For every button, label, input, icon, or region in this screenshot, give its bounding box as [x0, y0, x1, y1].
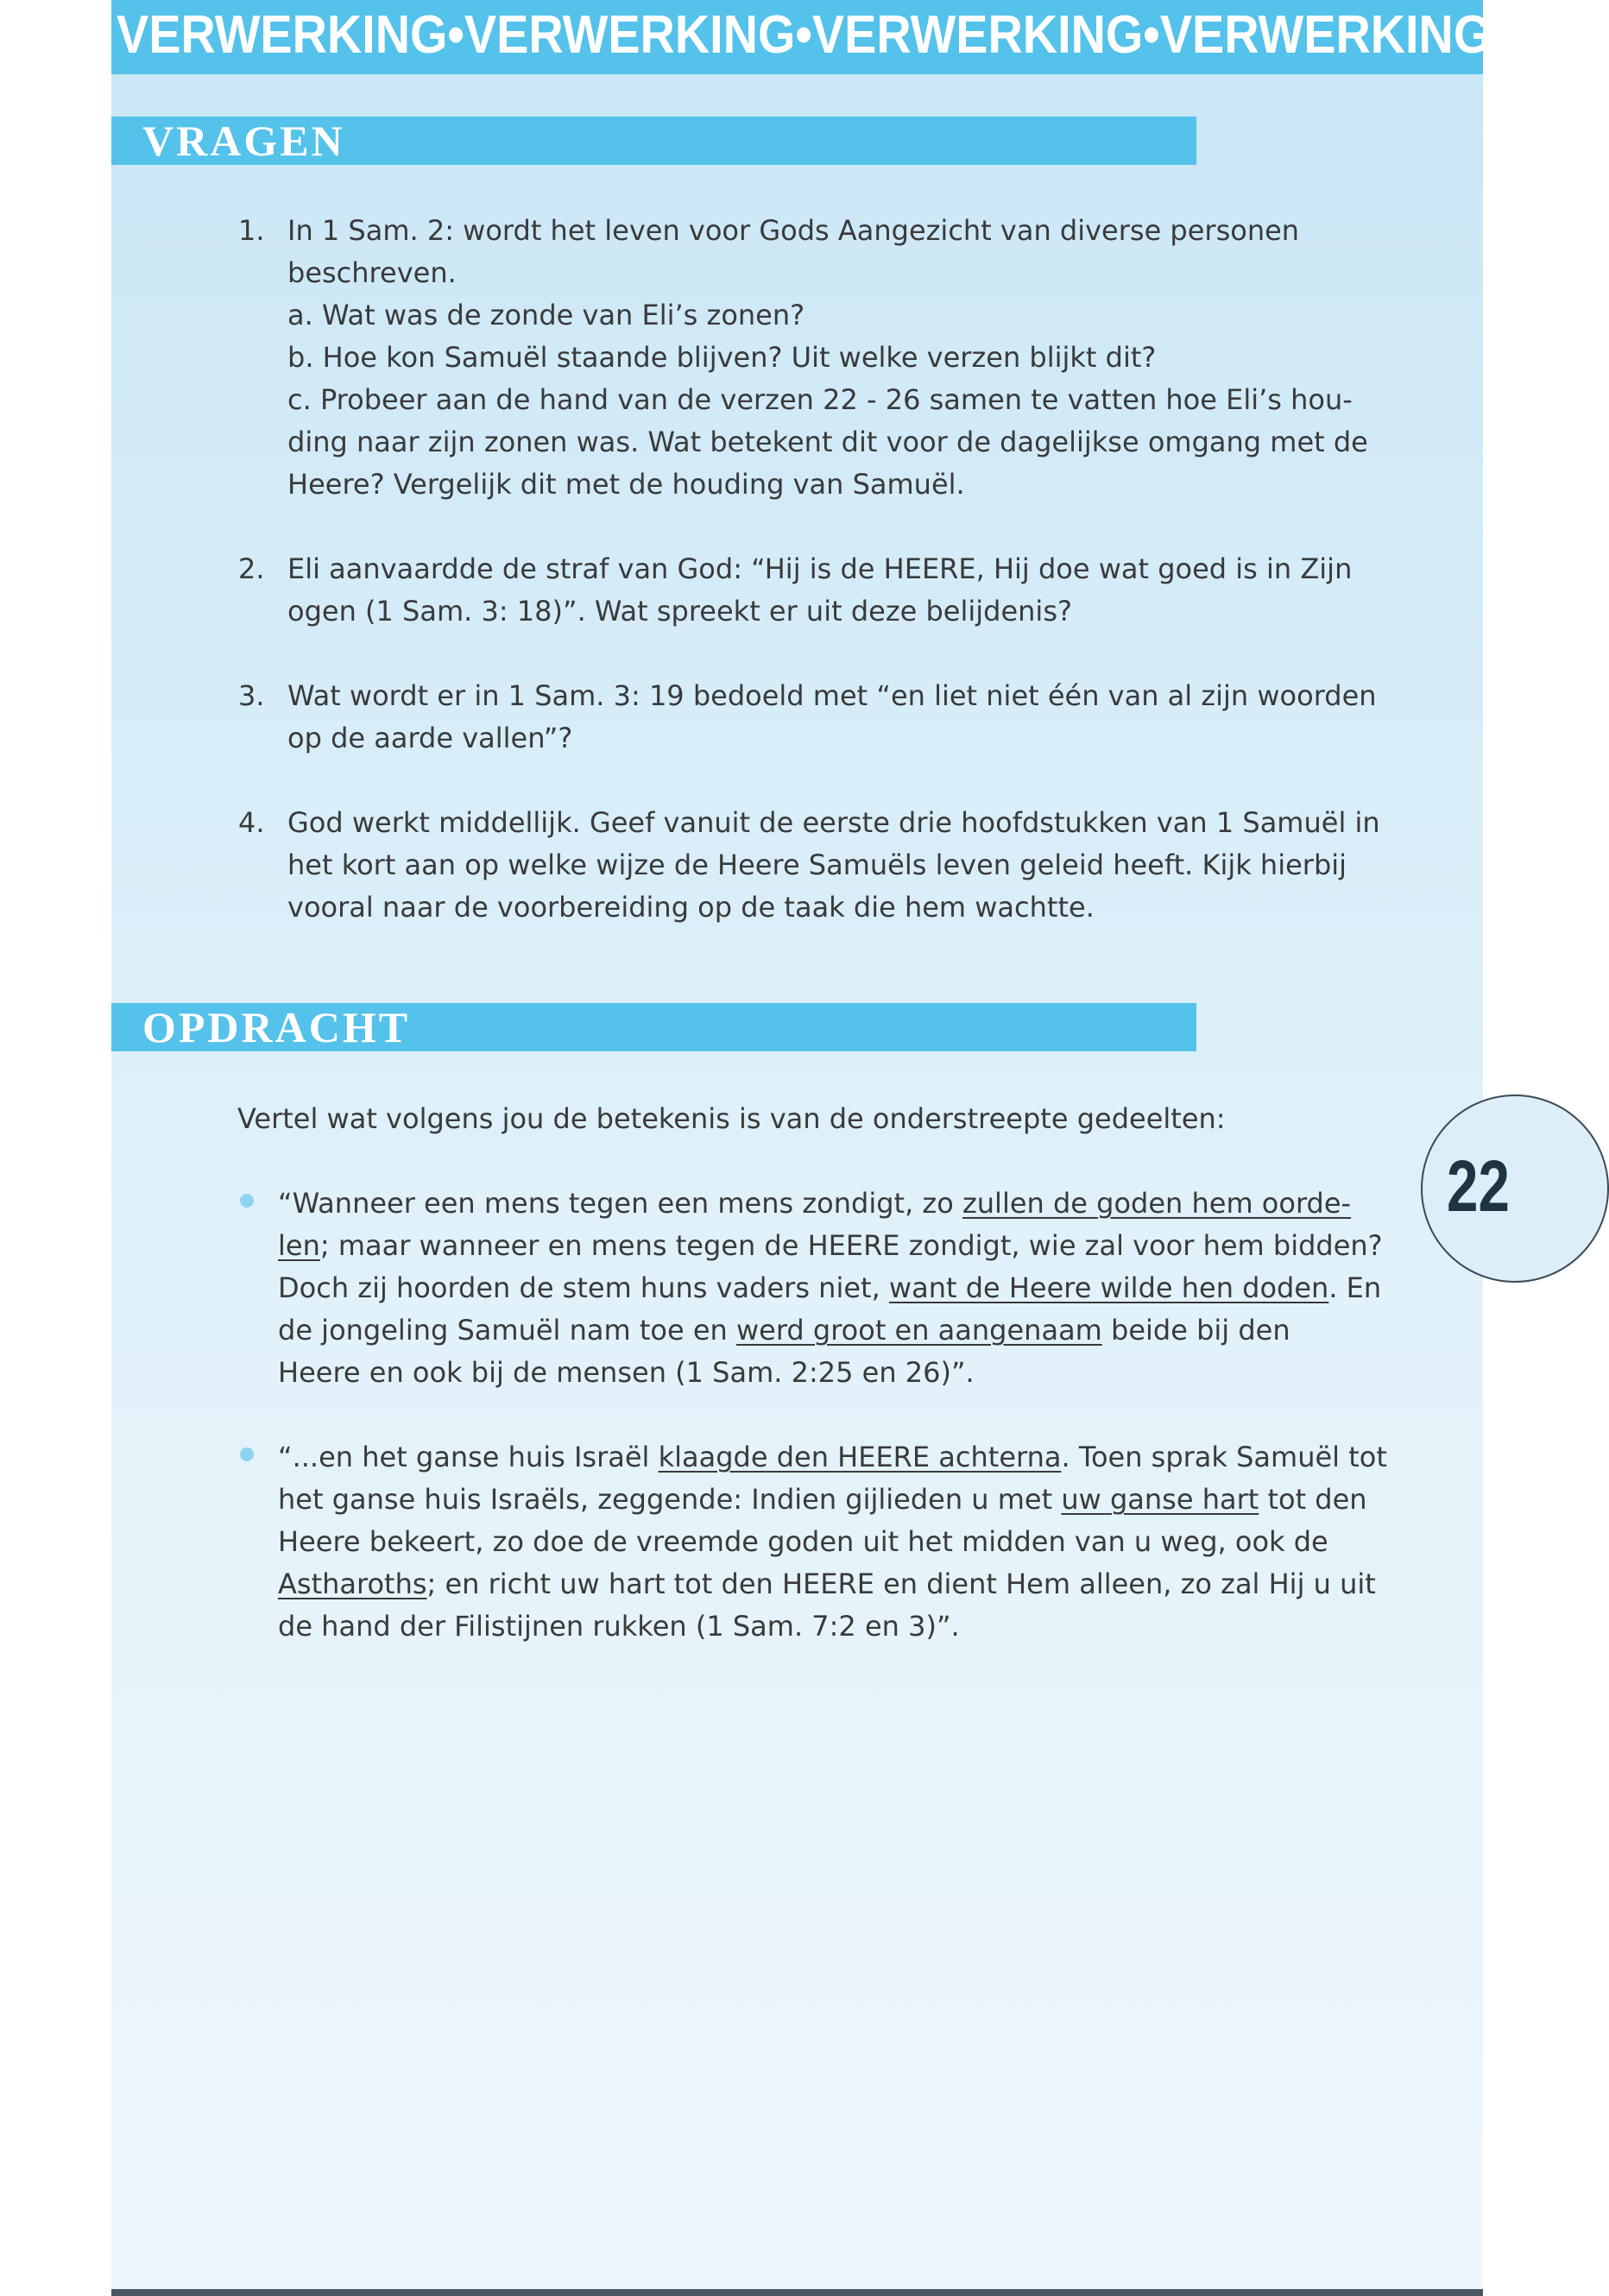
question-line: c. Probeer aan de hand van de verzen 22 - 26 samen te vatten hoe Eli’s hou- — [287, 383, 1353, 416]
quote-line — [278, 1479, 1499, 1521]
page-bottom-edge — [111, 2289, 1483, 2296]
underlined-passage: zullen de goden hem oorde- — [962, 1187, 1352, 1220]
quote-text: Doch zij hoorden de stem huns vaders niet, — [278, 1271, 889, 1304]
page-number-tab — [1421, 1094, 1609, 1283]
section-header-opdracht — [111, 1003, 1196, 1051]
question-line: op de aarde vallen”? — [287, 722, 573, 754]
question-line: a. Wat was de zonde van Eli’s zonen? — [287, 299, 805, 331]
section-title-opdracht: OPDRACHT — [142, 1003, 411, 1051]
question-item — [238, 210, 1490, 506]
underlined-passage: want de Heere wilde hen doden — [888, 1271, 1329, 1304]
header-banner — [111, 0, 1492, 74]
quote-line — [278, 1563, 1499, 1605]
underlined-passage: uw ganse hart — [1061, 1483, 1259, 1516]
quote-text: tot den — [1259, 1483, 1367, 1516]
quote-item — [238, 1183, 1499, 1394]
quote-line — [278, 1436, 1499, 1479]
question-line: Eli aanvaardde de straf van God: “Hij is de HEERE, Hij doe wat goed is in Zijn — [287, 552, 1353, 585]
section-header-vragen — [111, 117, 1196, 165]
question-line: Heere? Vergelijk dit met de houding van Samuël. — [287, 468, 965, 501]
quote-list — [238, 1183, 1499, 1690]
quote-text: . Toen sprak Samuël tot — [1061, 1441, 1387, 1473]
quote-line: Heere en ook bij de mensen (1 Sam. 2:25 en 26)”. — [278, 1356, 975, 1389]
question-line: het kort aan op welke wijze de Heere Samuëls leven geleid heeft. Kijk hierbij — [287, 848, 1347, 881]
quote-text: “Wanneer een mens tegen een mens zondigt, zo — [278, 1187, 962, 1220]
question-item — [238, 675, 1490, 760]
underlined-passage: werd groot en aangenaam — [735, 1314, 1102, 1347]
quote-line — [278, 1225, 1499, 1267]
quote-line: Heere bekeert, zo doe de vreemde goden uit het midden van u weg, ook de — [278, 1525, 1328, 1558]
quote-text: beide bij den — [1101, 1314, 1290, 1347]
assignment-intro: Vertel wat volgens jou de betekenis is van de onderstreepte gedeelten: — [237, 1102, 1226, 1135]
quote-line — [278, 1267, 1499, 1309]
quote-line — [278, 1309, 1499, 1352]
question-line: b. Hoe kon Samuël staande blijven? Uit welke verzen blijkt dit? — [287, 341, 1157, 374]
question-line: vooral naar de voorbereiding op de taak die hem wachtte. — [287, 891, 1095, 924]
quote-text: “...en het ganse huis Israël — [278, 1441, 659, 1473]
bullet-dot — [240, 1194, 254, 1208]
section-title-vragen: VRAGEN — [142, 117, 345, 165]
quote-line: de hand der Filistijnen rukken (1 Sam. 7:2 en 3)”. — [278, 1610, 960, 1643]
quote-text: . En — [1328, 1271, 1382, 1304]
question-item — [238, 802, 1490, 929]
quote-line — [278, 1183, 1499, 1225]
underlined-passage: Astharoths — [278, 1567, 427, 1600]
question-line: In 1 Sam. 2: wordt het leven voor Gods Aangezicht van diverse personen — [287, 214, 1300, 247]
quote-text: ; maar wanneer en mens tegen de HEERE zondigt, wie zal voor hem bidden? — [319, 1229, 1383, 1262]
quote-text: de jongeling Samuël nam toe en — [278, 1314, 736, 1347]
question-number: 2. — [238, 552, 265, 585]
question-line: God werkt middellijk. Geef vanuit de eerste drie hoofdstukken van 1 Samuël in — [287, 806, 1380, 839]
question-list — [238, 210, 1490, 971]
quote-text: het ganse huis Israëls, zeggende: Indien gijlieden u met — [278, 1483, 1062, 1516]
banner-text: VERWERKING•VERWERKING•VERWERKING•VERWERKING — [117, 5, 1492, 65]
question-line: ding naar zijn zonen was. Wat betekent dit voor de dagelijkse omgang met de — [287, 426, 1368, 458]
bullet-dot — [240, 1448, 254, 1461]
underlined-passage: len — [278, 1229, 320, 1262]
question-number: 3. — [238, 679, 265, 712]
quote-item — [238, 1436, 1499, 1648]
page — [111, 0, 1510, 2289]
page-number: 22 — [1447, 1145, 1510, 1227]
question-line: Wat wordt er in 1 Sam. 3: 19 bedoeld met “en liet niet één van al zijn woorden — [287, 679, 1377, 712]
question-number: 1. — [238, 214, 265, 247]
quote-text: ; en richt uw hart tot den HEERE en dient Hem alleen, zo zal Hij u uit — [426, 1567, 1376, 1600]
question-line: ogen (1 Sam. 3: 18)”. Wat spreekt er uit deze belijdenis? — [287, 595, 1072, 628]
underlined-passage: klaagde den HEERE achterna — [658, 1441, 1062, 1473]
question-number: 4. — [238, 806, 265, 839]
question-item — [238, 548, 1490, 633]
question-line: beschreven. — [287, 256, 457, 289]
